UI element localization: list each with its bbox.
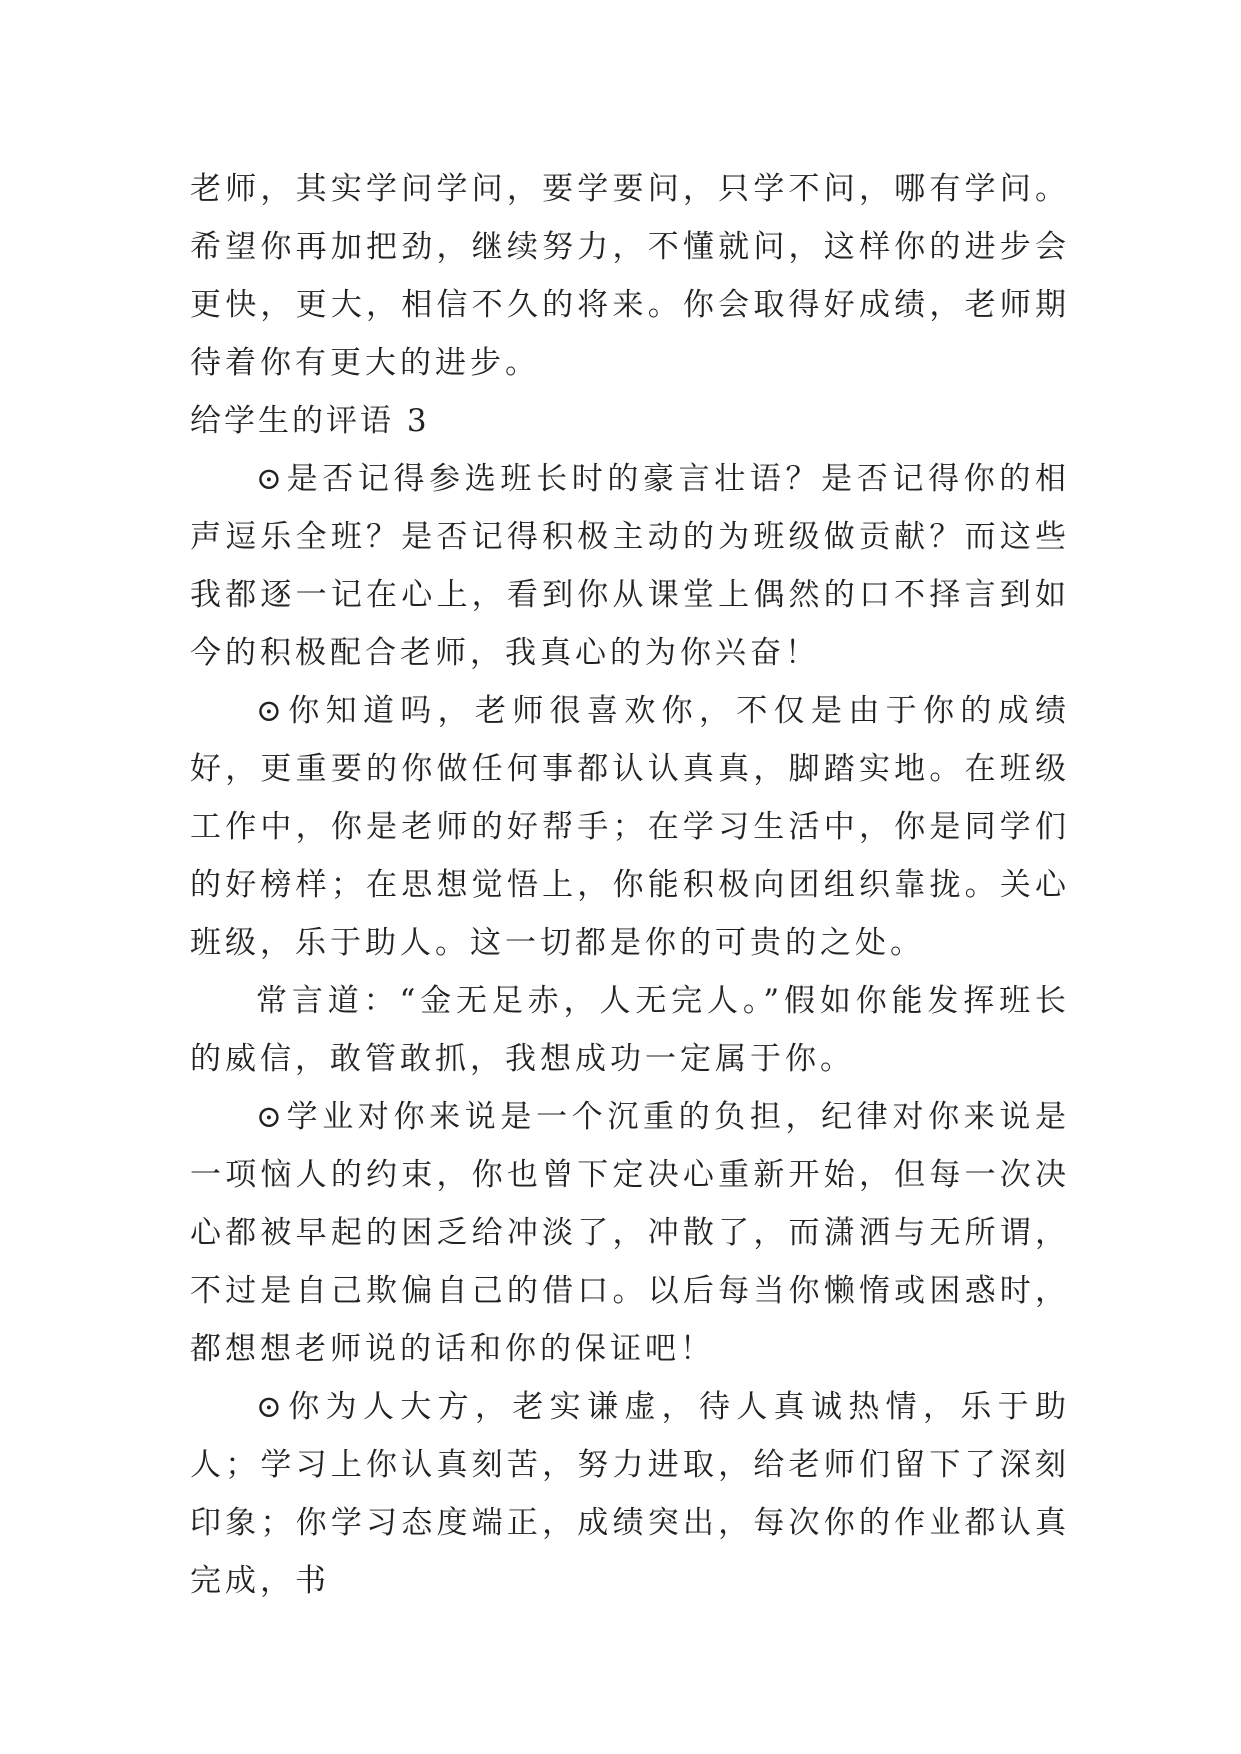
paragraph-3: 常言道：“金无足赤，人无完人。”假如你能发挥班长的威信，敢管敢抓，我想成功一定属于你。 (190, 983, 1070, 1077)
paragraph-4: ⊙学业对你来说是一个沉重的负担，纪律对你来说是一项恼人的约束，你也曾下定决心重新开始，但每一次决心都被早起的困乏给冲淡了，冲散了，而潇洒与无所谓，不过是自己欺偏自己的借口。以后每当你懒惰或困惑时，都想想老师说的话和你的保证吧！ (190, 1099, 1070, 1367)
paragraph-2: ⊙你知道吗，老师很喜欢你，不仅是由于你的成绩好，更重要的你做任何事都认认真真，脚踏实地。在班级工作中，你是老师的好帮手；在学习生活中，你是同学们的好榜样；在思想觉悟上，你能积极向团组织靠拢。关心班级，乐于助人。这一切都是你的可贵的之处。 (190, 693, 1070, 961)
section-heading: 给学生的评语 3 (190, 403, 430, 439)
paragraph-1: ⊙是否记得参选班长时的豪言壮语？是否记得你的相声逗乐全班？是否记得积极主动的为班级做贡献？而这些我都逐一记在心上，看到你从课堂上偶然的口不择言到如今的积极配合老师，我真心的为你兴奋！ (190, 461, 1070, 671)
document-body (190, 160, 1070, 1610)
paragraph-5: ⊙你为人大方，老实谦虚，待人真诚热情，乐于助人；学习上你认真刻苦，努力进取，给老师们留下了深刻印象；你学习态度端正，成绩突出，每次你的作业都认真完成，书 (190, 1389, 1070, 1599)
paragraph-continued: 老师，其实学问学问，要学要问，只学不问，哪有学问。希望你再加把劲，继续努力，不懂就问，这样你的进步会更快，更大，相信不久的将来。你会取得好成绩，老师期待着你有更大的进步。 (190, 171, 1070, 381)
